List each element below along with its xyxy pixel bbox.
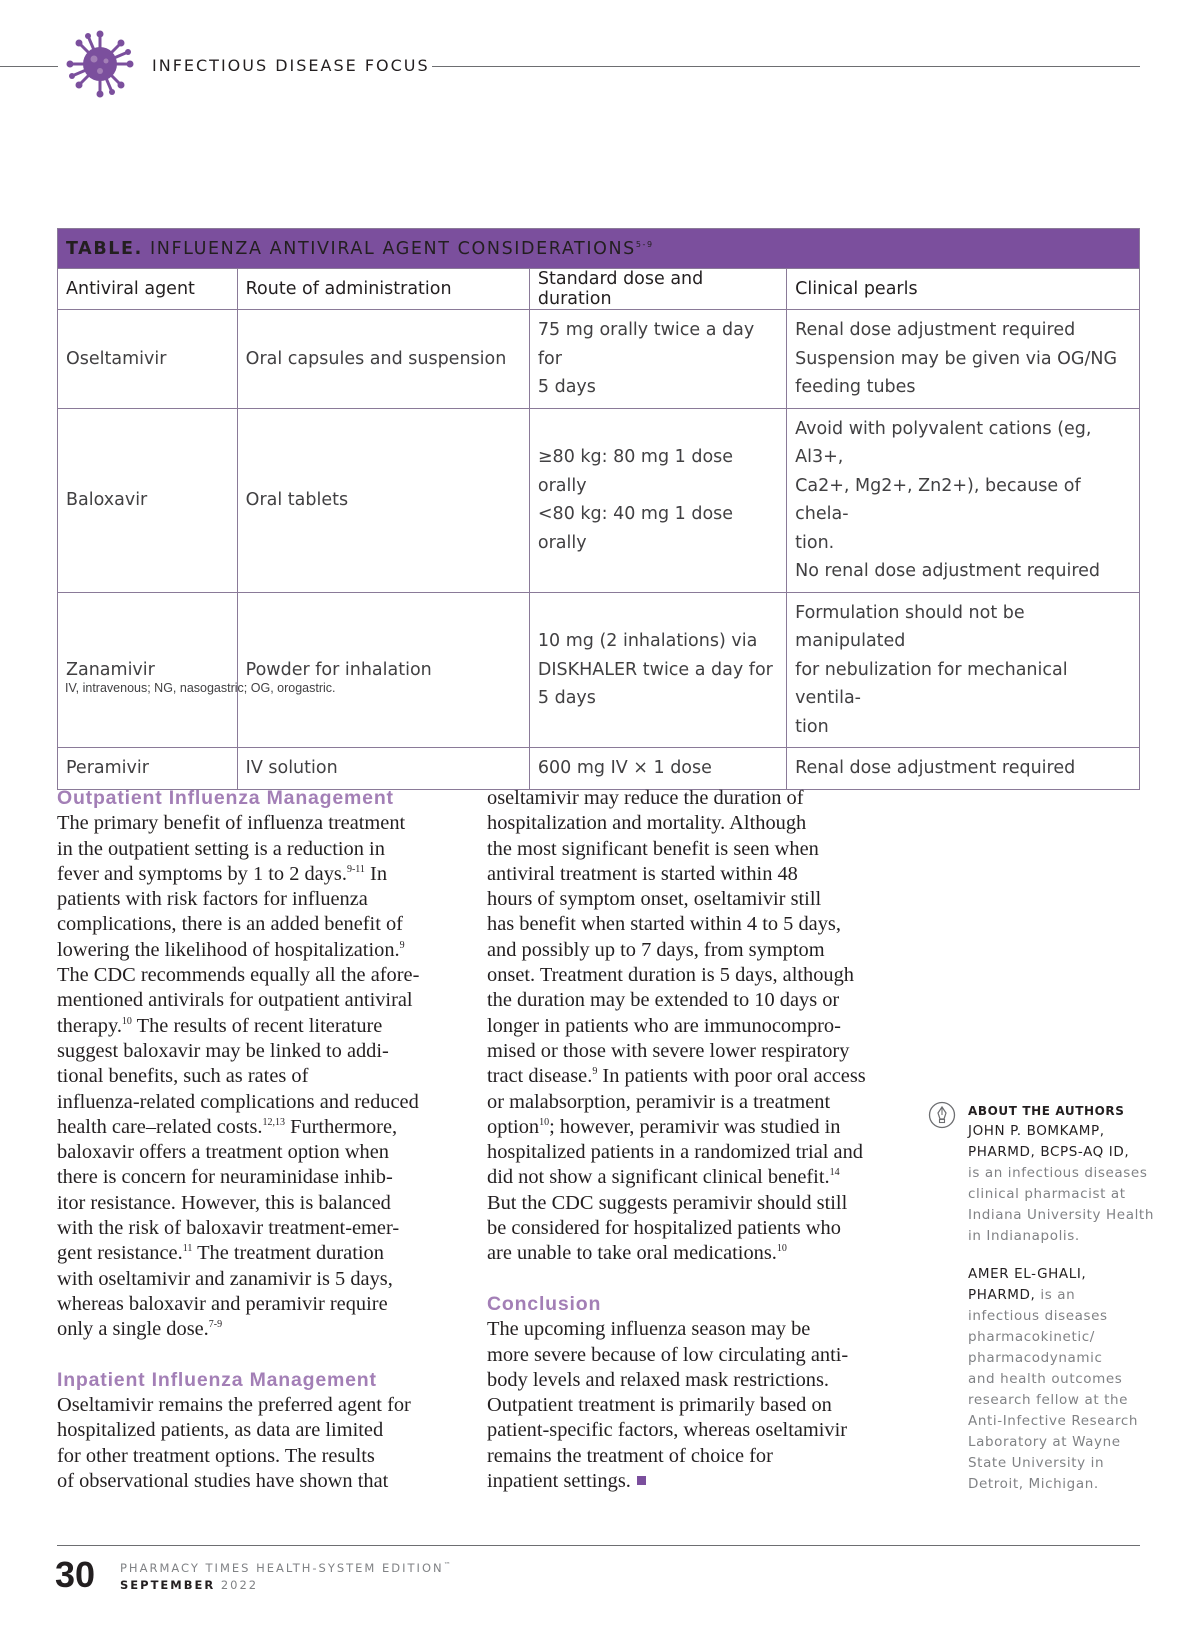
table-row: [58, 408, 1140, 592]
body-line: there is concern for neuraminidase inhib-: [57, 1166, 393, 1189]
body-line: oseltamivir may reduce the duration of: [487, 787, 804, 809]
column-header: Clinical pearls: [787, 269, 1140, 310]
body-line: body levels and relaxed mask restrictions.: [487, 1368, 830, 1391]
body-line: patient-specific factors, whereas oseltamivir: [487, 1419, 848, 1442]
cell-line: Suspension may be given via OG/NG: [795, 348, 1118, 369]
header-rule-left: [0, 66, 58, 67]
cell-line: ≥80 kg: 80 mg 1 dose orally: [537, 447, 734, 496]
cell-line: Renal dose adjustment required: [795, 320, 1076, 340]
author-desc: Anti-Infective Research: [968, 1413, 1139, 1429]
article-column-2: [487, 786, 892, 1494]
table-label: TABLE.: [66, 238, 143, 259]
cell-line: tion: [795, 716, 829, 737]
cell-line: DISKHALER twice a day for: [537, 659, 773, 680]
author-desc: Indiana University Health: [968, 1207, 1154, 1223]
dose-cell: [529, 408, 786, 592]
cell-line: 600 mg IV × 1 dose: [537, 758, 712, 778]
section-heading: Inpatient Influenza Management: [57, 1368, 377, 1391]
body-line: hours of symptom onset, oseltamivir still: [487, 888, 822, 911]
trademark: ™: [443, 1561, 453, 1570]
cell-line: 10 mg (2 inhalations) via: [537, 631, 758, 651]
body-line: hospitalization and mortality. Although: [487, 812, 807, 835]
publication-title: PHARMACY TIMES HEALTH-SYSTEM EDITION: [120, 1561, 444, 1575]
table-refs: 5-9: [635, 239, 654, 249]
body-line: be considered for hospitalized patients who: [487, 1217, 841, 1240]
author-desc: clinical pharmacist at: [968, 1186, 1126, 1202]
body-line: patients with risk factors for influenza: [57, 888, 368, 911]
agent-cell: Zanamivir: [58, 592, 238, 748]
cell-line: tion.: [795, 532, 835, 553]
body-line: Outpatient treatment is primarily based on: [487, 1394, 832, 1417]
author-desc: Laboratory at Wayne: [968, 1434, 1121, 1450]
body-line: hospitalized patients, as data are limited: [57, 1419, 384, 1442]
body-line: onset. Treatment duration is 5 days, although: [487, 964, 855, 987]
body-line: longer in patients who are immunocompro-: [487, 1014, 841, 1037]
pen-nib-icon: [928, 1101, 956, 1129]
body-line: complications, there is an added benefit of: [57, 913, 403, 936]
header-rule-right: [432, 66, 1140, 67]
author-desc: in Indianapolis.: [968, 1228, 1080, 1244]
author-bio: [968, 1121, 1154, 1247]
body-line: tional benefits, such as rates of: [57, 1065, 309, 1088]
body-line: fever and symptoms by 1 to 2 days.$^{9-11}$ In: [57, 862, 388, 885]
article-column-1: [57, 786, 462, 1494]
cell-line: No renal dose adjustment required: [795, 561, 1101, 581]
route-cell: Oral capsules and suspension: [237, 310, 529, 409]
body-line: Oseltamivir remains the preferred agent for: [57, 1394, 411, 1417]
body-line: and possibly up to 7 days, from symptom: [487, 938, 825, 961]
body-line: with the risk of baloxavir treatment-emer-: [57, 1217, 400, 1240]
body-line: itor resistance. However, this is balanced: [57, 1191, 391, 1214]
body-line: hospitalized patients in a randomized trial and: [487, 1141, 863, 1164]
body-line: the most significant benefit is seen when: [487, 837, 819, 860]
route-cell: IV solution: [237, 748, 529, 790]
body-line: antiviral treatment is started within 48: [487, 862, 798, 885]
cell-line: Ca2+, Mg2+, Zn2+), because of chela-: [795, 475, 1081, 524]
table-footnote: IV, intravenous; NG, nasogastric; OG, orogastric.: [65, 681, 336, 695]
body-line: option$^{10}$; however, peramivir was studied in: [487, 1115, 841, 1138]
body-line: health care–related costs.$^{12,13}$ Furthermore,: [57, 1115, 398, 1138]
cell-line: <80 kg: 40 mg 1 dose orally: [537, 504, 734, 553]
conclusion-body: [487, 1317, 892, 1494]
body-line: The upcoming influenza season may be: [487, 1318, 811, 1341]
body-line: gent resistance.$^{11}$ The treatment duration: [57, 1242, 384, 1265]
table-row: [58, 310, 1140, 409]
author-desc: State University in: [968, 1455, 1105, 1471]
body-line: with oseltamivir and zanamivir is 5 days,: [57, 1267, 393, 1290]
body-line: The primary benefit of influenza treatment: [57, 812, 406, 835]
about-heading: ABOUT THE AUTHORS: [968, 1104, 1125, 1118]
cell-line: Renal dose adjustment required: [795, 758, 1076, 778]
body-line: suggest baloxavir may be linked to addi-: [57, 1039, 389, 1062]
author-desc: research fellow at the: [968, 1392, 1129, 1408]
body-line: the duration may be extended to 10 days or: [487, 989, 840, 1012]
body-line: of observational studies have shown that: [57, 1470, 389, 1493]
author-desc: is an: [1035, 1287, 1076, 1303]
dose-cell: [529, 310, 786, 409]
author-desc: infectious diseases: [968, 1308, 1108, 1324]
author-desc: and health outcomes: [968, 1371, 1123, 1387]
agent-cell: Peramivir: [58, 748, 238, 790]
footer-rule: [57, 1545, 1140, 1546]
author-desc: is an infectious diseases: [968, 1165, 1148, 1181]
author-desc: pharmacodynamic: [968, 1350, 1103, 1366]
body-line: more severe because of low circulating anti-: [487, 1343, 849, 1366]
body-line: has benefit when started within 4 to 5 days,: [487, 913, 841, 936]
section-title: INFECTIOUS DISEASE FOCUS: [152, 56, 430, 75]
table-row: [58, 748, 1140, 790]
cell-line: feeding tubes: [795, 377, 916, 397]
table-title: INFLUENZA ANTIVIRAL AGENT CONSIDERATIONS: [150, 238, 636, 259]
inpatient-body-continued: [487, 786, 892, 1267]
body-line: mentioned antivirals for outpatient antiviral: [57, 989, 413, 1012]
route-cell: Oral tablets: [237, 408, 529, 592]
pearls-cell: [787, 310, 1140, 409]
antiviral-table: [57, 228, 1140, 790]
section-heading: Conclusion: [487, 1292, 602, 1315]
cell-line: for nebulization for mechanical ventila-: [795, 659, 1068, 708]
cell-line: 75 mg orally twice a day for: [537, 320, 755, 369]
issue-date: [120, 1578, 258, 1592]
virus-icon: [64, 28, 136, 100]
body-line: or malabsorption, peramivir is a treatment: [487, 1090, 831, 1113]
cell-line: Avoid with polyvalent cations (eg, Al3+,: [795, 418, 1092, 467]
author-name: JOHN P. BOMKAMP,: [968, 1123, 1105, 1139]
author-name: PHARMD, BCPS-AQ ID,: [968, 1144, 1130, 1160]
pearls-cell: [787, 408, 1140, 592]
column-header: Standard dose and duration: [529, 269, 786, 310]
table-caption: [58, 229, 1140, 269]
cell-line: 5 days: [537, 688, 596, 708]
table-row: [58, 592, 1140, 748]
body-line: only a single dose.$^{7-9}$: [57, 1318, 223, 1341]
author-desc: Detroit, Michigan.: [968, 1476, 1099, 1492]
body-line: But the CDC suggests peramivir should still: [487, 1191, 848, 1214]
body-line: for other treatment options. The results: [57, 1444, 375, 1467]
dose-cell: [529, 592, 786, 748]
body-line: inpatient settings.: [487, 1469, 892, 1494]
outpatient-body: [57, 811, 462, 1342]
author-name: PHARMD,: [968, 1287, 1036, 1303]
cell-line: 5 days: [537, 377, 596, 397]
body-line: baloxavir offers a treatment option when: [57, 1141, 389, 1164]
body-line: mised or those with severe lower respiratory: [487, 1039, 850, 1062]
inpatient-body: [57, 1393, 462, 1494]
author-bio: [968, 1264, 1138, 1495]
body-line: lowering the likelihood of hospitalization.$^9$: [57, 938, 405, 961]
body-line: The CDC recommends equally all the afore-: [57, 964, 420, 987]
agent-cell: Oseltamivir: [58, 310, 238, 409]
table-header-row: [58, 269, 1140, 310]
end-mark-icon: [637, 1476, 646, 1485]
body-line: in the outpatient setting is a reduction in: [57, 837, 385, 860]
dose-cell: [529, 748, 786, 790]
body-line: did not show a significant clinical benefit.$^{14}$: [487, 1166, 840, 1189]
issue-month: SEPTEMBER: [120, 1578, 216, 1592]
route-cell: Powder for inhalation: [237, 592, 529, 748]
body-line: therapy.$^{10}$ The results of recent literature: [57, 1014, 383, 1037]
issue-year: 2022: [220, 1578, 259, 1592]
author-desc: pharmacokinetic/: [968, 1329, 1095, 1345]
pearls-cell: [787, 748, 1140, 790]
body-line: whereas baloxavir and peramivir require: [57, 1292, 388, 1315]
publication-name: [120, 1561, 453, 1575]
body-line: tract disease.$^9$ In patients with poor oral access: [487, 1065, 866, 1088]
pearls-cell: [787, 592, 1140, 748]
body-line: remains the treatment of choice for: [487, 1444, 773, 1467]
body-line: influenza-related complications and reduced: [57, 1090, 419, 1113]
column-header: Antiviral agent: [58, 269, 238, 310]
body-line: are unable to take oral medications.$^{10}$: [487, 1242, 787, 1265]
section-heading: Outpatient Influenza Management: [57, 787, 394, 809]
cell-line: Formulation should not be manipulated: [795, 602, 1025, 651]
author-name: AMER EL-GHALI,: [968, 1266, 1087, 1282]
agent-cell: Baloxavir: [58, 408, 238, 592]
column-header: Route of administration: [237, 269, 529, 310]
page-number: 30: [55, 1554, 96, 1595]
